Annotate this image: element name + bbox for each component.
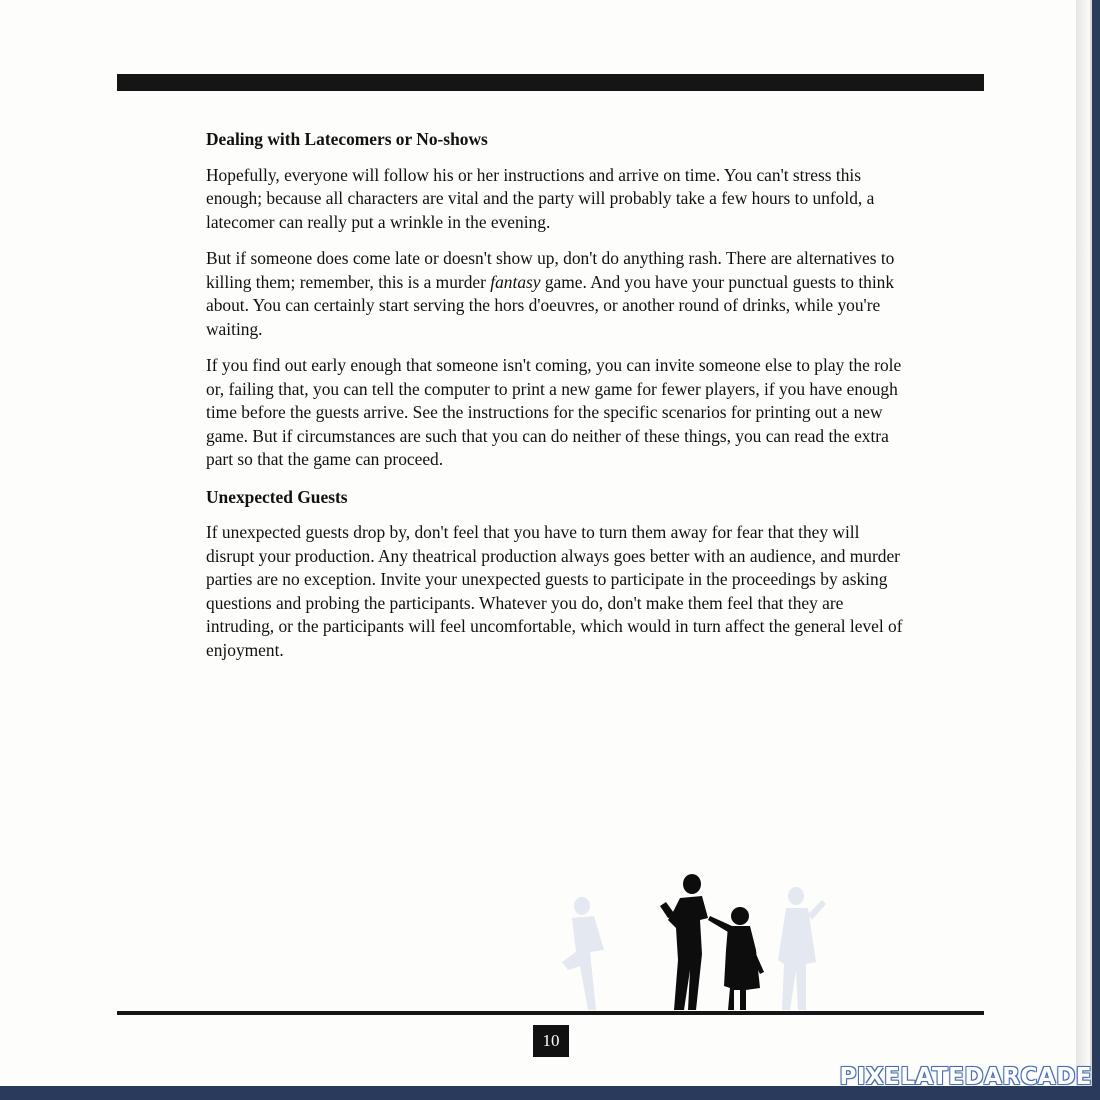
paragraph-latecomers-2 <box>206 247 906 341</box>
heading-unexpected-guests: Unexpected Guests <box>206 486 348 507</box>
page-spine <box>1076 0 1090 1086</box>
woman-silhouette <box>708 907 764 1010</box>
paragraph-unexpected-guests: If unexpected guests drop by, don't feel that you have to turn them away for fear that they will disrupt your production. Any theatrical production always goes better with an audience, and murder parties are no exception. Invite your unexpected guests to participate in the proceedings by asking questions and probing the participants. Whatever you do, don't make them feel that they are intruding, or the participants will feel uncomfortable, which would in turn affect the general level of enjoyment. <box>206 522 903 660</box>
page-number: 10 <box>533 1025 569 1057</box>
watermark-logo: PIXELATEDARCADE <box>839 1064 1092 1090</box>
paragraph-latecomers-3: If you find out early enough that someone isn't coming, you can invite someone else to play the role or, failing that, you can tell the computer to print a new game for fewer players, if you have enough time before the guests arrive. See the instructions for the specific scenarios for printing out a new game. But if circumstances are such that you can do neither of these things, you can read the extra part so that the game can proceed. <box>206 355 902 469</box>
man-silhouette <box>660 874 708 1010</box>
emphasis-fantasy: fantasy <box>490 271 541 292</box>
top-rule <box>117 74 984 91</box>
paragraph-latecomers-1: Hopefully, everyone will follow his or her instructions and arrive on time. You can't stress this enough; because all characters are vital and the party will probably take a few hours to unfold, a latecomer can really put a wrinkle in the evening. <box>206 164 875 232</box>
bottom-rule <box>117 1011 984 1015</box>
page-content <box>206 128 906 675</box>
paragraph-text: But if someone does come late or doesn't show up, don't do anything rash. There are alternatives to killing them; remember, this is a murder <box>206 248 895 292</box>
silhouette-illustration <box>560 870 830 1012</box>
heading-latecomers: Dealing with Latecomers or No-shows <box>206 129 488 149</box>
paragraph-text: game. And you have your punctual guests to think about. You can certainly start serving the hors d'oeuvres, or another round of drinks, while you're waiting. <box>206 271 895 339</box>
